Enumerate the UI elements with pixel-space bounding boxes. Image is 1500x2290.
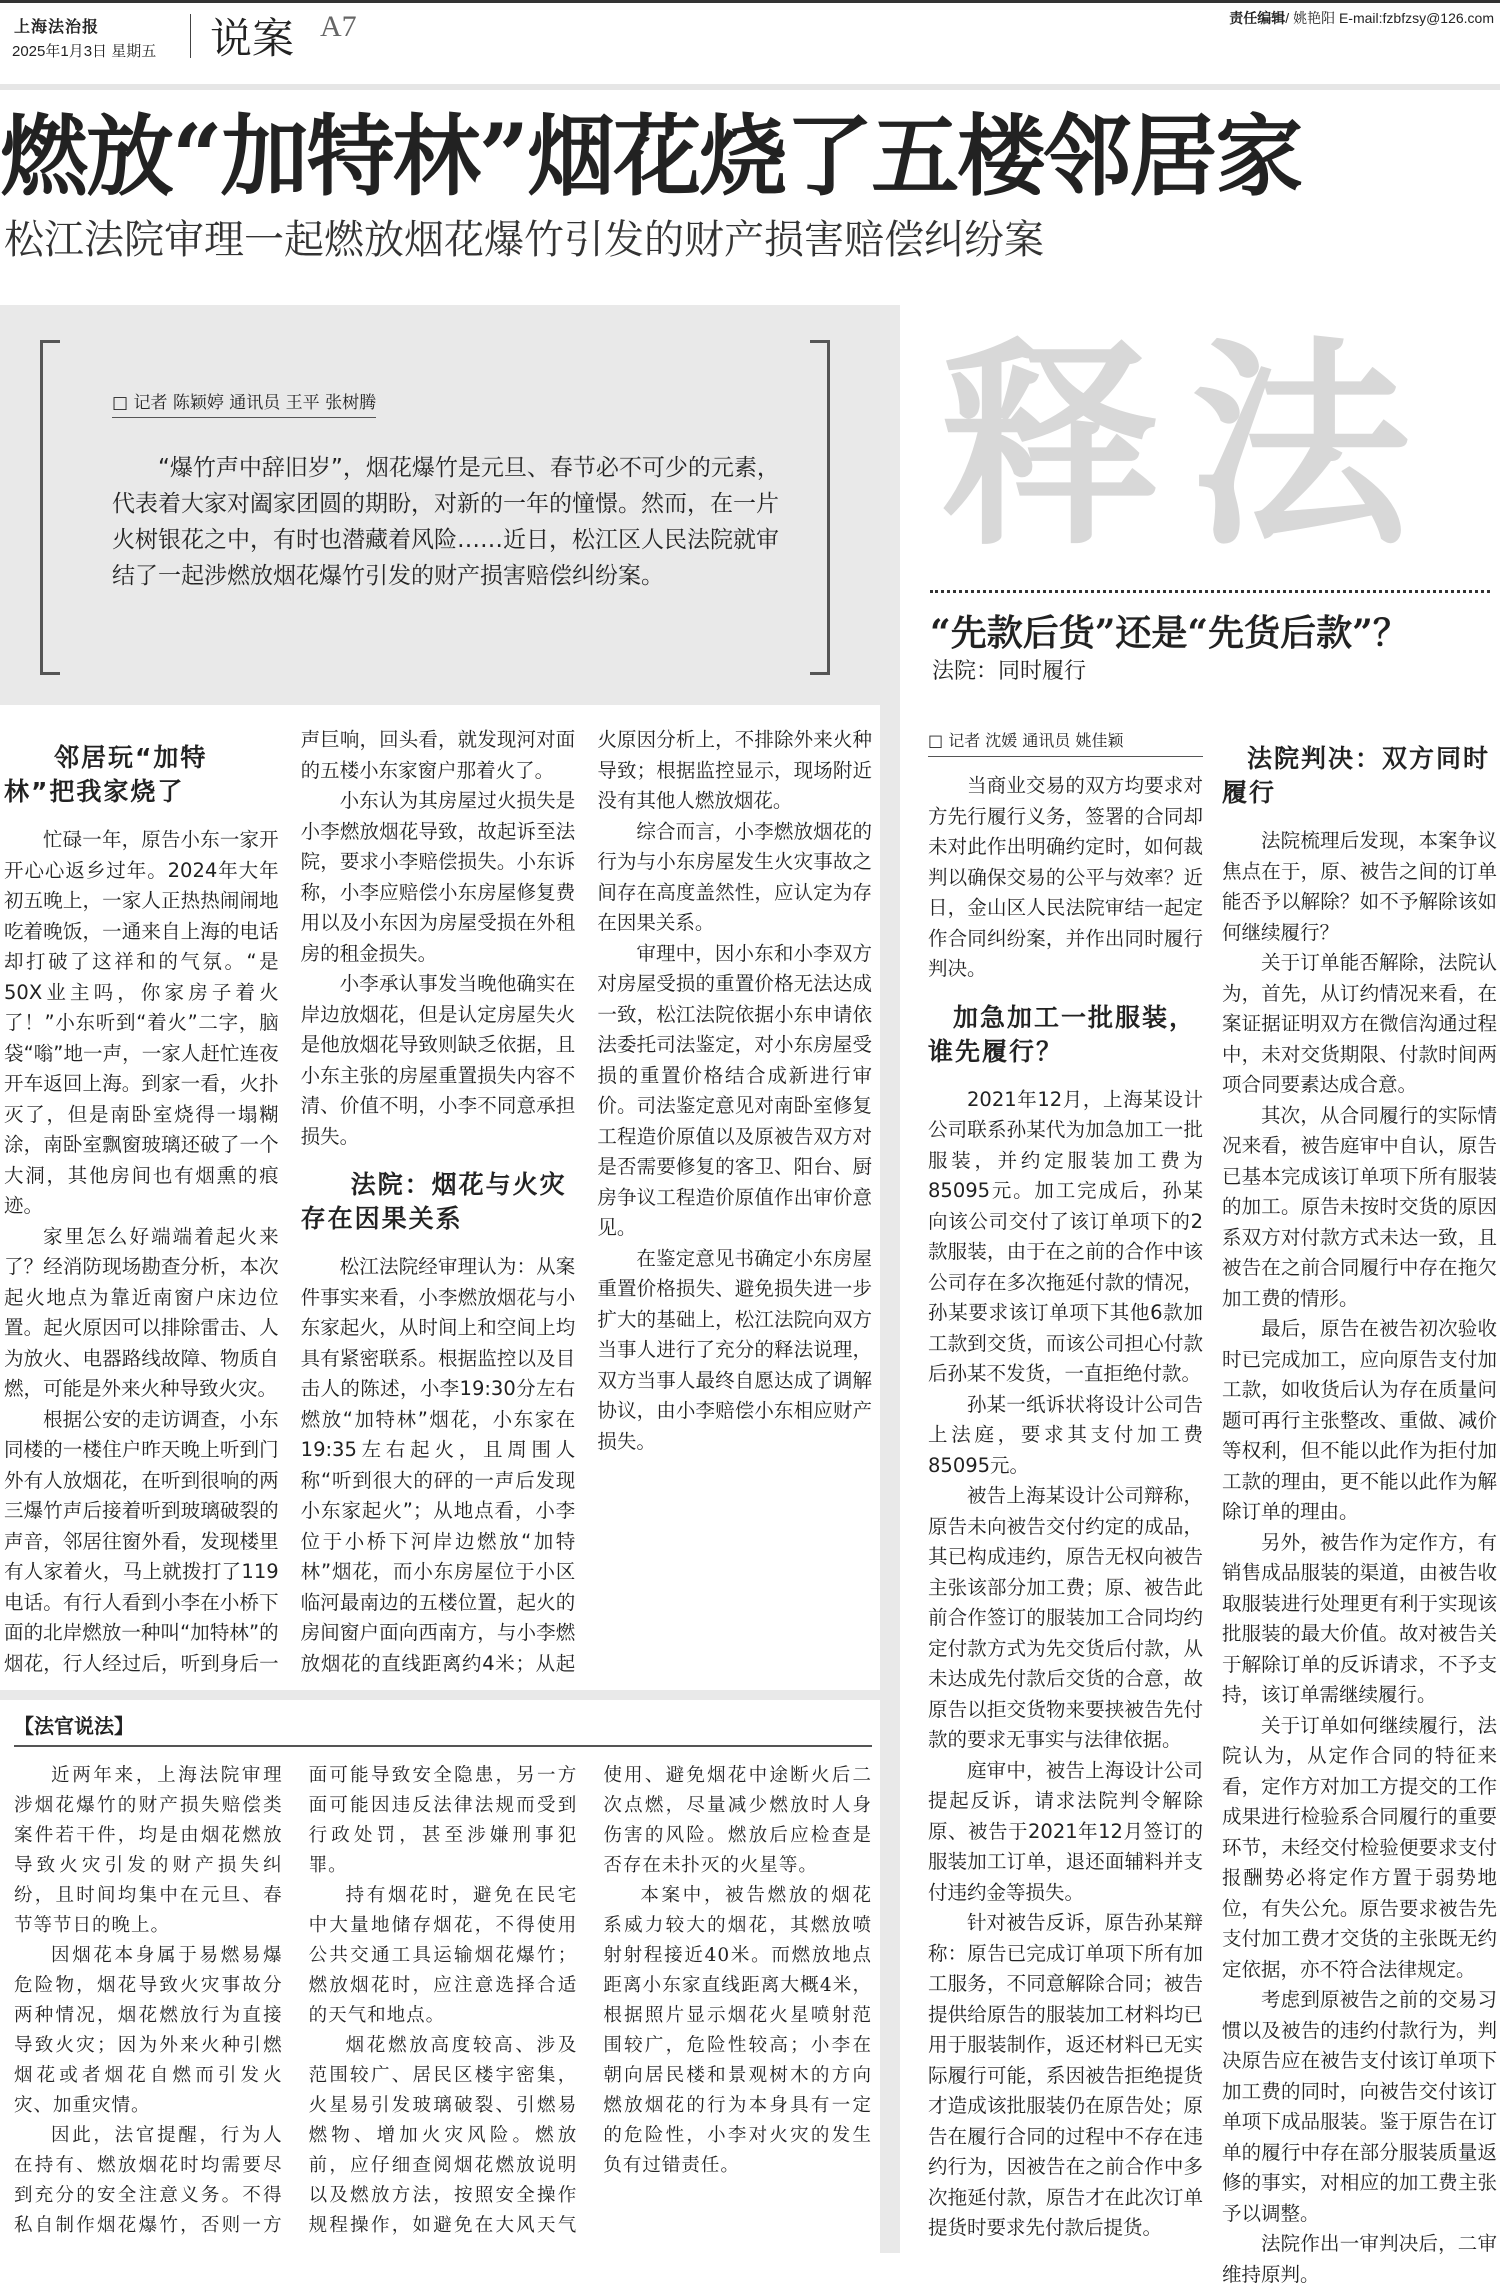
paragraph: 2021年12月，上海某设计公司联系孙某代为加急加工一批服装，并约定服装加工费为85095元。加工完成后，孙某向该公司交付了该订单项下的2款服装，由于在之前的合作中该公司存在多次拖延付款的情况，孙某要求该订单项下其他6款加工款到交货，而该公司担心付款后孙某不发货，一直拒绝付款。 [928,1087,1203,1385]
paragraph: 本案中，被告燃放的烟花系威力较大的烟花，其燃放喷射射程接近40米。而燃放地点距离小东家直线距离大概4米，根据照片显示烟花火星喷射范围较广，危险性较高；小李在朝向居民楼和景观树木的方向燃放烟花的行为本身具有一定的危险性，小李对火灾的发生负有过错责任。 [603,1885,872,2176]
bracket-right [810,340,830,675]
paragraph: 法院梳理后发现，本案争议焦点在于，原、被告之间的订单能否予以解除？如不予解除该如何继续履行？ [1222,829,1497,944]
judge-title: 【法官说法】 [14,1710,872,1747]
paragraph: 其次，从合同履行的实际情况来看，被告庭审中自认，原告已基本完成该订单项下所有服装的加工。原告未按时交货的原因系双方对付款方式未达一致，且被告在之前合同履行中存在拖欠加工费的情形。 [1222,1103,1497,1310]
editor-label: 责任编辑 [1229,10,1286,26]
paragraph: 针对被告反诉，原告孙某辩称：原告已完成订单项下所有加工服务，不同意解除合同；被告提供给原告的服装加工材料均已用于服装制作，返还材料已无实际履行可能，系因被告拒绝提货才造成该批服装仍在原告处；原告在履行合同的过程中不存在违约行为，因被告在之前合作中多次拖延付款，原告才在此次订单提货时要求先付款后提货。 [928,1911,1203,2239]
header-band [0,84,1500,90]
paragraph: 法院作出一审判决后，二审维持原判。 [1222,2232,1497,2286]
top-rule [0,0,1500,3]
header-divider [190,14,191,58]
paragraph: 忙碌一年，原告小东一家开开心心返乡过年。2024年大年初五晚上，一家人正热热闹闹地吃着晚饭，一通来自上海的电话却打破了这祥和的气氛。“是50X业主吗，你家房子着火了！”小东听到“着火”二字，脑袋“嗡”地一声，一家人赶忙连夜开车返回上海。到家一看，火扑灭了，但是南卧室烧得一塌糊涂，南卧室飘窗玻璃还破了一个大洞，其他房间也有烟熏的痕迹。 [4,828,279,1217]
story2-byline: □ 记者 沈媛 通讯员 姚佳颖 [928,728,1203,757]
paragraph: 根据公安的走访调查，小东同楼的一楼住户昨天晚上听到门外有人放烟花，在听到很响的两三爆竹声后接着听到玻璃破裂的声音，邻居往窗外看，发现楼里有人家着火，马上就拨打了119电话。有行人看到小李在小桥下面的北岸燃放一种叫“加特林”的烟花，行人经过后，听到身后一声巨响，回头看，就发现河对面的五楼小东家窗户那着火了。 [4,728,576,1675]
paragraph: 关于订单能否解除，法院认为，首先，从订约情况来看，在案证据证明双方在微信沟通过程中，未对交货期限、付款时间两项合同要素达成合意。 [1222,951,1497,1096]
watermark-shifa: 释法 [940,316,1441,575]
paragraph: 审理中，因小东和小李双方对房屋受损的重置价格无法达成一致，松江法院依据小东申请依法委托司法鉴定，对小东房屋受损的重置价格结合成新进行审价。司法鉴定意见对南卧室修复工程造价原值以及原被告双方对是否需要修复的客卫、阳台、厨房争议工程造价原值作出审价意见。 [597,941,872,1239]
paragraph: 家里怎么好端端着起火来了？经消防现场勘查分析，本次起火地点为靠近南窗户床边位置。起火原因可以排除雷击、人为放火、电器路线故障、物质自燃，可能是外来火种导致火灾。 [4,1224,279,1400]
issue-date: 2025年1月3日 星期五 [12,43,157,60]
story1-heading: 邻居玩“加特林”把我家烧了 [4,743,208,806]
page-number: A7 [320,10,357,43]
paragraph: 关于订单如何继续履行，法院认为，从定作合同的特征来看，定作方对加工方提交的工作成果进行检验系合同履行的重要环节，未经交付检验便要求支付报酬势必将定作方置于弱势地位，有失公允。原告要求被告先支付加工费才交货的主张既无约定依据，亦不符合法律规定。 [1222,1713,1497,1981]
headline: 燃放“加特林”烟花烧了五楼邻居家 [0,104,1302,208]
lead-byline: □ 记者 陈颖婷 通讯员 王平 张树腾 [112,388,376,418]
paragraph: 被告上海某设计公司辩称，原告未向被告交付约定的成品，其已构成违约，原告无权向被告主张该部分加工费；原、被告此前合作签订的服装加工合同均约定付款方式为先交货后付款，从未达成先付款后交货的合意，故原告以拒交货物来要挟被告先付款的要求无事实与法律依据。 [928,1484,1203,1751]
story2-column-2 [1222,728,1497,2290]
judge-body [14,1761,872,2241]
paragraph: 另外，被告作为定作方，有销售成品服装的渠道，由被告收取服装进行处理更有利于实现该批服装的最大价值。故对被告关于解除订单的反诉请求，不予支持，该订单需继续履行。 [1222,1530,1497,1706]
section-name: 说案 [210,14,295,63]
paragraph: 因烟花本身属于易燃易爆危险物，烟花导致火灾事故分两种情况，烟花燃放行为直接导致火灾；因为外来火种引燃烟花或者烟花自燃而引发火灾、加重灾情。 [14,1945,283,2116]
paragraph: 松江法院经审理认为：从案件事实来看，小李燃放烟花与小东家起火，从时间上和空间上均具有紧密联系。根据监控以及目击人的陈述，小李19:30分左右燃放“加特林”烟花，小东家在19:35左右起火，且周围人称“听到很大的砰的一声后发现小东家起火”；从地点看，小李位于小桥下河岸边燃放“加特林”烟花，而小东房屋位于小区临河最南边的五楼位置，起火的房间窗户面向西南方，与小李燃放烟花的直线距离约4米；从起火原因分析上，不排除外来火种导致；根据监控显示，现场附近没有其他人燃放烟花。 [300,728,872,1675]
judge-commentary [0,1700,880,2253]
paragraph: 近两年来，上海法院审理涉烟花爆竹的财产损失赔偿类案件若干件，均是由烟花燃放导致火灾引发的财产损失纠纷，且时间均集中在元旦、春节等节日的晚上。 [14,1765,283,1936]
bracket-left [40,340,60,675]
paragraph: 综合而言，小李燃放烟花的行为与小东房屋发生火灾事故之间存在高度盖然性，应认定为存在因果关系。 [597,819,872,934]
story1-body [0,705,880,1690]
paragraph: 当商业交易的双方均要求对方先行履行义务，签署的合同却未对此作出明确约定时，如何裁判以确保交易的公平与效率？近日，金山区人民法院审结一起定作合同纠纷案，并作出同时履行判决。 [928,774,1203,980]
paragraph: 孙某一纸诉状将设计公司告上法庭，要求其支付加工费85095元。 [928,1392,1203,1477]
paragraph: 因此，法官提醒，行为人在持有、燃放烟花时均需要尽到充分的安全注意义务。不得私自制作烟花爆竹，否则一方面可能导致安全隐患，另一方面可能因违反法律法规而受到行政处罚，甚至涉嫌刑事犯罪。 [14,1765,578,2236]
newspaper-logo: 上海法治报 [14,17,100,36]
paragraph: 最后，原告在被告初次验收时已完成加工，应向原告支付加工款，如收货后认为存在质量问题可再行主张整改、重做、减价等权利，但不能以此作为拒付加工款的理由，更不能以此作为解除订单的理由。 [1222,1317,1497,1523]
paragraph: 小李承认事发当晚他确实在岸边放烟花，但是认定房屋失火是他放烟花导致则缺乏依据，且小东主张的房屋重置损失内容不清、价值不明，小李不同意承担损失。 [300,972,576,1148]
dotted-divider [930,590,1490,593]
story2-subtitle: 法院：同时履行 [932,659,1087,684]
story2-heading: 加急加工一批服装，谁先履行？ [928,1002,1197,1066]
lead-text: “爆竹声中辞旧岁”，烟花爆竹是元旦、春节必不可少的元素，代表着大家对阖家团圆的期盼，对新的一年的憧憬。然而，在一片火树银花之中，有时也潜藏着风险……近日，松江区人民法院就审结了一起涉燃放烟花爆竹引发的财产损害赔偿纠纷案。 [112,455,780,589]
story1-subheading: 法院：烟花与火灾存在因果关系 [300,1170,567,1233]
story2-subheading: 法院判决：双方同时履行 [1222,744,1491,807]
lead-box [40,340,830,675]
paragraph: 在鉴定意见书确定小东房屋重置价格损失、避免损失进一步扩大的基础上，松江法院向双方当事人进行了充分的释法说理，双方当事人最终自愿达成了调解协议，由小李赔偿小东相应财产损失。 [597,1246,872,1453]
subtitle: 松江法院审理一起燃放烟花爆竹引发的财产损害赔偿纠纷案 [4,217,1044,263]
editor-contact: / 姚艳阳 E-mail:fzbfzsy@126.com [1285,10,1494,26]
paragraph: 庭审中，被告上海设计公司提起反诉，请求法院判令解除原、被告于2021年12月签订的服装加工订单，退还面辅料并支付违约金等损失。 [928,1758,1203,1904]
story2-column-1 [928,728,1203,2244]
paragraph: 考虑到原被告之前的交易习惯以及被告的违约付款行为，判决原告应在被告支付该订单项下加工费的同时，向被告交付该订单项下成品服装。鉴于原告在订单的履行中存在部分服装质量返修的事实，对相应的加工费主张予以调整。 [1222,1988,1497,2225]
paragraph: 持有烟花时，避免在民宅中大量地储存烟花，不得使用公共交通工具运输烟花爆竹；燃放烟花时，应注意选择合适的天气和地点。 [308,1885,578,2026]
story2-title: “先款后货”还是“先货后款”？ [930,612,1409,654]
paragraph: 烟花燃放高度较高、涉及范围较广、居民区楼宇密集，火星易引发玻璃破裂、引燃易燃物、增加火灾风险。燃放前，应仔细查阅烟花燃放说明以及燃放方法，按照安全操作规程操作，如避免在大风天气使用、避免烟花中途断火后二次点燃，尽量减少燃放时人身伤害的风险。燃放后应检查是否存在未扑灭的火星等。 [308,1765,872,2236]
editor-info [1229,8,1494,28]
paragraph: 小东认为其房屋过火损失是小李燃放烟花导致，故起诉至法院，要求小李赔偿损失。小东诉称，小李应赔偿小东房屋修复费用以及小东因为房屋受损在外租房的租金损失。 [300,789,576,965]
